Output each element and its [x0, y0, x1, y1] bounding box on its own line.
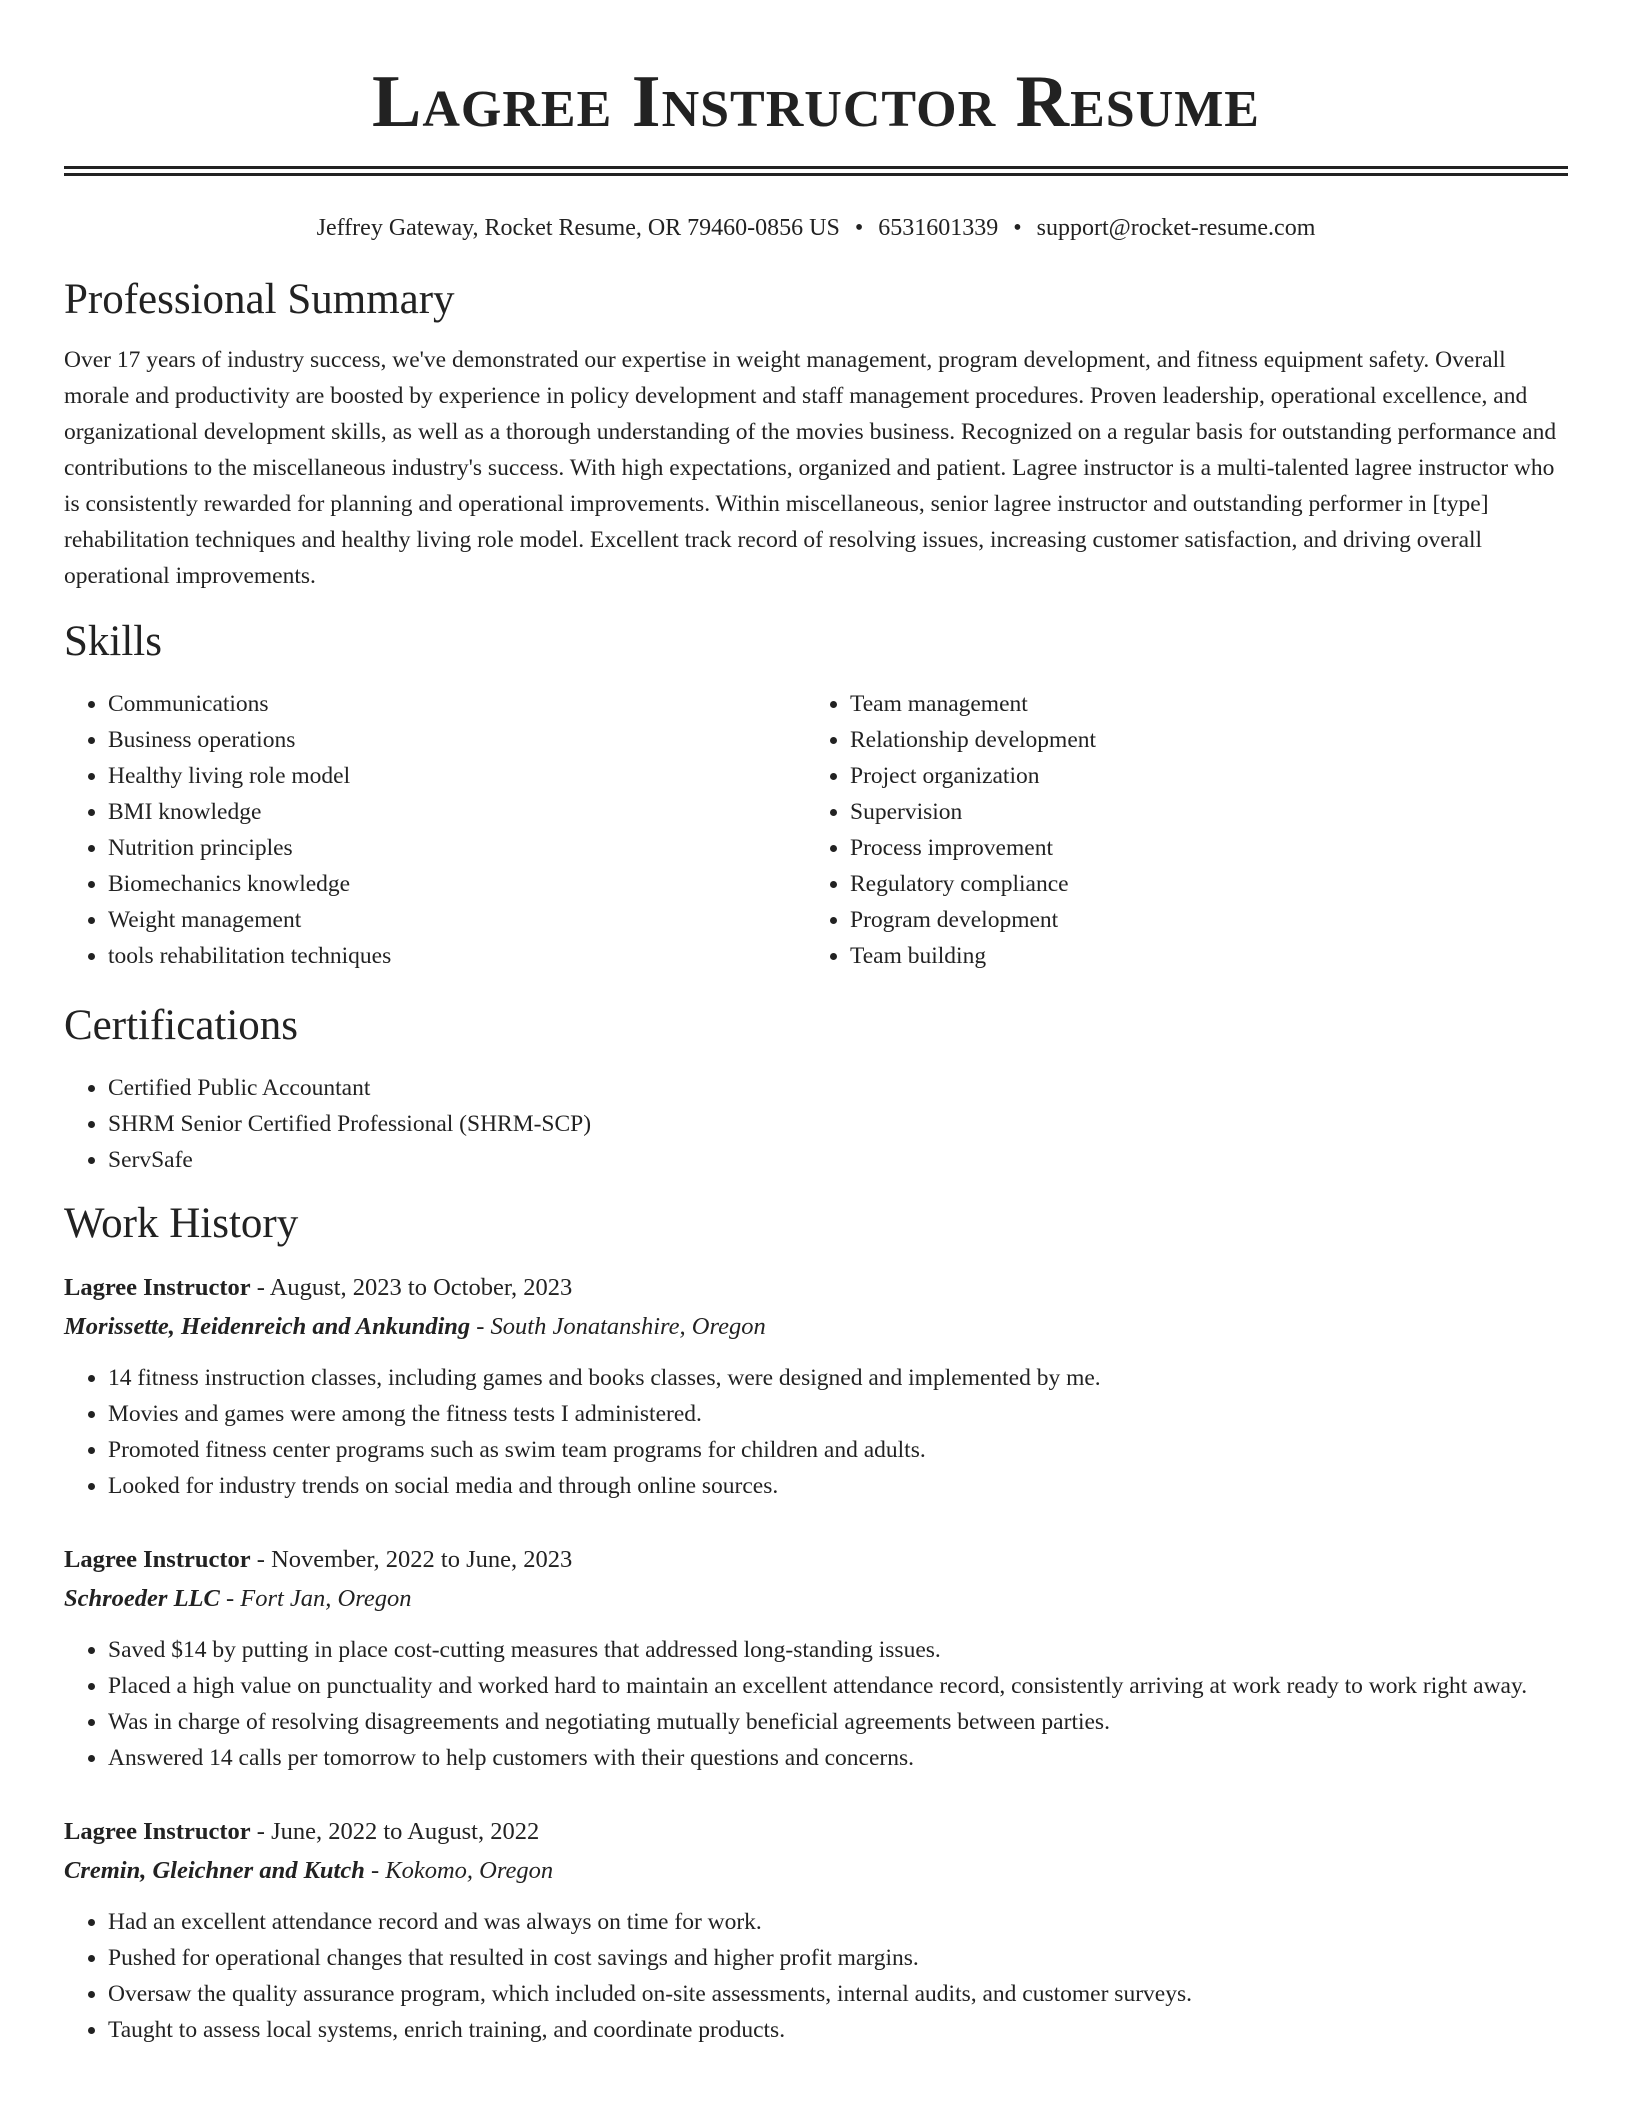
- skills-left-column: [64, 686, 806, 974]
- skill-item: • Communications: [108, 686, 806, 722]
- job-bullet: • Pushed for operational changes that resulted in cost savings and higher profit margins.: [108, 1940, 1568, 1976]
- skill-item: • BMI knowledge: [108, 794, 806, 830]
- company-name: Schroeder LLC: [64, 1585, 220, 1612]
- job-title: Lagree Instructor: [64, 1274, 251, 1301]
- summary-heading: Professional Summary: [64, 276, 455, 323]
- skill-item: • Team building: [850, 938, 1548, 974]
- job-bullet: • Answered 14 calls per tomorrow to help customers with their questions and concerns.: [108, 1740, 1568, 1776]
- contact-phone: 6531601339: [878, 215, 999, 241]
- job-dates: - November, 2022 to June, 2023: [250, 1546, 573, 1573]
- job-bullet: • Looked for industry trends on social media and through online sources.: [108, 1468, 1568, 1504]
- company-name: Morissette, Heidenreich and Ankunding: [64, 1313, 471, 1340]
- work-history-heading: Work History: [64, 1200, 299, 1247]
- job-company-line: [64, 1308, 1568, 1346]
- skill-item: • Process improvement: [850, 830, 1548, 866]
- certification-item: • Certified Public Accountant: [108, 1070, 1568, 1106]
- job-company-line: [64, 1580, 1568, 1618]
- job-bullets: [64, 1904, 1568, 2048]
- job-bullets: [64, 1632, 1568, 1776]
- job-title-line: [64, 1540, 1568, 1580]
- job-entry: [64, 1812, 1568, 2048]
- job-entry: [64, 1268, 1568, 1504]
- resume-page: [64, 0, 1568, 2048]
- certifications-list: [64, 1070, 1568, 1178]
- job-bullet: • 14 fitness instruction classes, including games and books classes, were designed and implemented by me.: [108, 1360, 1568, 1396]
- skill-item: • Business operations: [108, 722, 806, 758]
- job-title: Lagree Instructor: [64, 1546, 251, 1573]
- job-bullets: [64, 1360, 1568, 1504]
- contact-line: [64, 212, 1568, 244]
- skills-right-column: [806, 686, 1548, 974]
- contact-email: support@rocket-resume.com: [1036, 215, 1316, 241]
- certification-item: • ServSafe: [108, 1142, 1568, 1178]
- skill-item: • tools rehabilitation techniques: [108, 938, 806, 974]
- job-bullet: • Placed a high value on punctuality and worked hard to maintain an excellent attendance record, consistently arriving at work ready to work right away.: [108, 1668, 1568, 1704]
- skill-item: • Project organization: [850, 758, 1548, 794]
- certifications-heading: Certifications: [64, 1002, 299, 1049]
- skills-heading: Skills: [64, 618, 162, 665]
- summary-text: Over 17 years of industry success, we've demonstrated our expertise in weight management, program development, and fitness equipment safety. Overall morale and productivity are boosted by experience in policy development and staff management procedures. Proven leadership, operational excellence, and organizational development skills, as well as a thorough understanding of the movies business. Recognized on a regular basis for outstanding performance and contributions to the miscellaneous industry's success. With high expectations, organized and patient. Lagree instructor is a multi-talented lagree instructor who is consistently rewarded for planning and operational improvements. Within miscellaneous, senior lagree instructor and outstanding performer in [type] rehabilitation techniques and healthy living role model. Excellent track record of resolving issues, increasing customer satisfaction, and driving overall operational improvements.: [64, 347, 1557, 589]
- skill-item: • Nutrition principles: [108, 830, 806, 866]
- company-location: - Kokomo, Oregon: [364, 1857, 554, 1884]
- certification-item: • SHRM Senior Certified Professional (SHRM-SCP): [108, 1106, 1568, 1142]
- resume-title: Lagree Instructor Resume: [372, 61, 1260, 143]
- job-bullet: • Taught to assess local systems, enrich training, and coordinate products.: [108, 2012, 1568, 2048]
- job-title-line: [64, 1812, 1568, 1852]
- skill-item: • Weight management: [108, 902, 806, 938]
- company-location: - South Jonatanshire, Oregon: [470, 1313, 766, 1340]
- job-company-line: [64, 1852, 1568, 1890]
- job-dates: - June, 2022 to August, 2022: [250, 1818, 540, 1845]
- skills-left-list: [64, 686, 806, 974]
- job-title: Lagree Instructor: [64, 1818, 251, 1845]
- skill-item: • Biomechanics knowledge: [108, 866, 806, 902]
- job-entry: [64, 1540, 1568, 1776]
- skill-item: • Supervision: [850, 794, 1548, 830]
- skill-item: • Regulatory compliance: [850, 866, 1548, 902]
- job-bullet: • Was in charge of resolving disagreements and negotiating mutually beneficial agreements between parties.: [108, 1704, 1568, 1740]
- company-name: Cremin, Gleichner and Kutch: [64, 1857, 365, 1884]
- skills-right-list: [806, 686, 1548, 974]
- job-title-line: [64, 1268, 1568, 1308]
- contact-separator: •: [1013, 215, 1022, 241]
- job-bullet: • Saved $14 by putting in place cost-cutting measures that addressed long-standing issues.: [108, 1632, 1568, 1668]
- skill-item: • Relationship development: [850, 722, 1548, 758]
- job-bullet: • Had an excellent attendance record and was always on time for work.: [108, 1904, 1568, 1940]
- contact-address: Jeffrey Gateway, Rocket Resume, OR 79460-0856 US: [316, 215, 840, 241]
- skill-item: • Team management: [850, 686, 1548, 722]
- job-bullet: • Oversaw the quality assurance program, which included on-site assessments, internal audits, and customer surveys.: [108, 1976, 1568, 2012]
- skills-columns: [64, 686, 1568, 974]
- skill-item: • Program development: [850, 902, 1548, 938]
- title-divider: [64, 166, 1568, 176]
- job-bullet: • Movies and games were among the fitness tests I administered.: [108, 1396, 1568, 1432]
- job-bullet: • Promoted fitness center programs such as swim team programs for children and adults.: [108, 1432, 1568, 1468]
- skill-item: • Healthy living role model: [108, 758, 806, 794]
- contact-separator: •: [854, 215, 864, 241]
- job-dates: - August, 2023 to October, 2023: [250, 1274, 573, 1301]
- company-location: - Fort Jan, Oregon: [219, 1585, 412, 1612]
